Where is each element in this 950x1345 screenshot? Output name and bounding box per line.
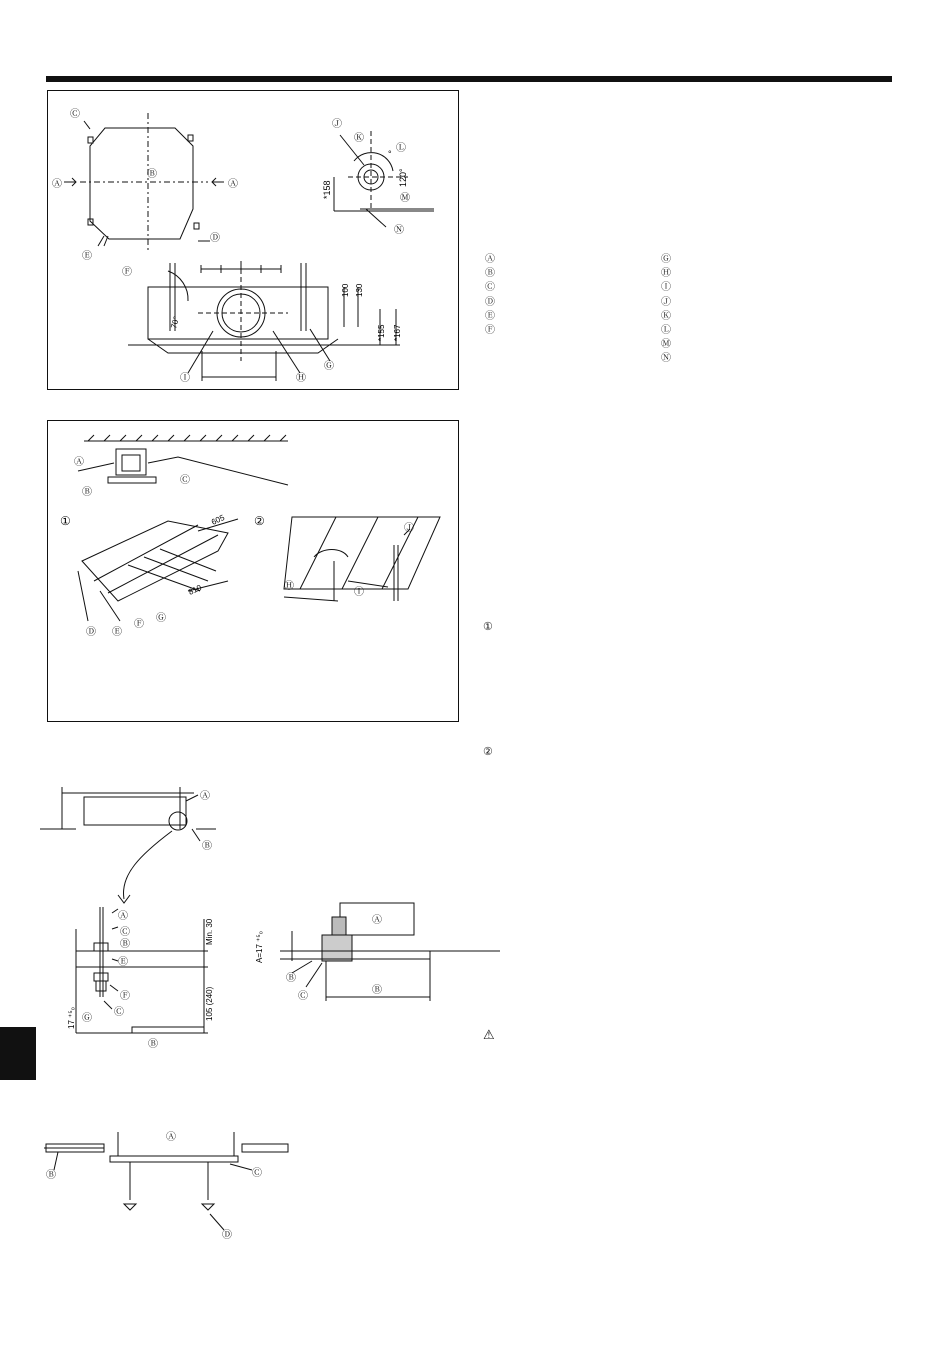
legend-item-B: Ⓑ — [485, 268, 495, 280]
label-F: Ⓕ — [134, 619, 144, 630]
circled-one: ① — [60, 514, 71, 528]
label-B: Ⓑ — [46, 1170, 56, 1181]
unit-plan-outline — [90, 128, 193, 239]
label-F: Ⓕ — [120, 991, 130, 1002]
label-B-center: Ⓑ — [147, 169, 157, 180]
legend-item-N: Ⓝ — [661, 353, 671, 365]
figure-ceiling-structure-box — [47, 420, 459, 722]
legend-item-D: Ⓓ — [485, 296, 495, 308]
label-B-right: Ⓑ — [286, 973, 296, 984]
ceiling-panel-2 — [284, 517, 440, 589]
label-E: Ⓔ — [118, 957, 128, 968]
label-C-right: Ⓒ — [298, 991, 308, 1002]
legend-item-E: Ⓔ — [485, 310, 495, 322]
label-G: Ⓖ — [324, 361, 334, 372]
unit-side — [84, 797, 186, 825]
legend-item-L: Ⓛ — [661, 324, 671, 336]
label-E: Ⓔ — [112, 627, 122, 638]
dim-70: 70° — [169, 315, 182, 330]
dim-810: 810 — [187, 583, 203, 597]
label-C: Ⓒ — [180, 475, 190, 486]
label-A-right: Ⓐ — [372, 915, 382, 926]
label-A-left: Ⓐ — [52, 179, 62, 190]
label-K: Ⓚ — [354, 133, 364, 144]
legend-item-M: Ⓜ — [661, 339, 671, 351]
dim-17: 17 ⁺⁵₀ — [67, 1007, 76, 1029]
dim-130: 130 — [355, 283, 364, 297]
label-B-ceiling: Ⓑ — [148, 1039, 158, 1050]
label-L: Ⓛ — [396, 143, 406, 154]
label-B: Ⓑ — [82, 487, 92, 498]
label-A-right: Ⓐ — [228, 179, 238, 190]
label-H: Ⓗ — [296, 373, 306, 384]
dim-120: 120° — [398, 168, 408, 187]
legend-item-K: Ⓚ — [661, 310, 671, 322]
legend-item-G: Ⓖ — [661, 254, 671, 265]
label-J: Ⓙ — [332, 119, 342, 130]
label-H: Ⓗ — [284, 581, 294, 592]
label-A: Ⓐ — [74, 457, 84, 468]
label-J: Ⓙ — [404, 523, 414, 534]
marker-two: ② — [483, 746, 493, 758]
label-G: Ⓖ — [82, 1013, 92, 1024]
label-C-top: Ⓒ — [70, 109, 80, 120]
warning-icon: ⚠ — [483, 1027, 495, 1042]
label-I: Ⓘ — [180, 373, 190, 384]
legend-item-A: Ⓐ — [485, 254, 495, 265]
dim-605: 605 — [210, 513, 226, 527]
label-C-lower: Ⓒ — [114, 1007, 124, 1018]
legend-item-J: Ⓙ — [661, 296, 671, 308]
label-D: Ⓓ — [222, 1230, 232, 1241]
legend-item-H: Ⓗ — [661, 268, 671, 280]
label-D: Ⓓ — [210, 233, 220, 244]
header-rule — [46, 76, 892, 82]
legend-item-F: Ⓕ — [485, 324, 495, 336]
label-I: Ⓘ — [354, 587, 364, 598]
dim-155: *155 — [377, 324, 386, 341]
panel-frame — [110, 1156, 238, 1162]
legend-right — [661, 253, 701, 367]
legend-item-C: Ⓒ — [485, 282, 495, 294]
label-G: Ⓖ — [156, 613, 166, 624]
figure-ceiling-opening-box — [47, 90, 459, 390]
ceiling-opening-diagram — [48, 91, 458, 389]
label-A-top: Ⓐ — [200, 791, 210, 802]
dim-167: *167 — [393, 324, 402, 341]
label-F: Ⓕ — [122, 267, 132, 278]
label-A-bolt: Ⓐ — [118, 911, 128, 922]
dim-105: 105 (240) — [205, 986, 214, 1021]
circled-two: ② — [254, 514, 265, 528]
degree-mark: ° — [388, 149, 392, 159]
label-A: Ⓐ — [166, 1132, 176, 1143]
suspension-bolt-diagram — [40, 785, 500, 1050]
panel-mount-diagram — [44, 1130, 304, 1240]
label-C: Ⓒ — [252, 1168, 262, 1179]
legend-item-I: Ⓘ — [661, 282, 671, 294]
label-M: Ⓜ — [400, 193, 410, 204]
language-side-tab — [0, 1027, 36, 1080]
dim-min30: Min. 30 — [205, 918, 214, 945]
label-E: Ⓔ — [82, 251, 92, 262]
dim-100: 100 — [341, 283, 350, 297]
label-B-bolt: Ⓑ — [120, 939, 130, 950]
label-B-span: Ⓑ — [372, 985, 382, 996]
dim-158: *158 — [322, 180, 332, 199]
dim-A17: A=17 ⁺⁵₀ — [255, 931, 264, 963]
label-C-bolt: Ⓒ — [120, 927, 130, 938]
label-D: Ⓓ — [86, 627, 96, 638]
legend-left — [485, 253, 525, 338]
ceiling-structure-diagram — [48, 421, 458, 721]
label-N: Ⓝ — [394, 225, 404, 236]
label-B-top: Ⓑ — [202, 841, 212, 852]
marker-one: ① — [483, 621, 493, 633]
